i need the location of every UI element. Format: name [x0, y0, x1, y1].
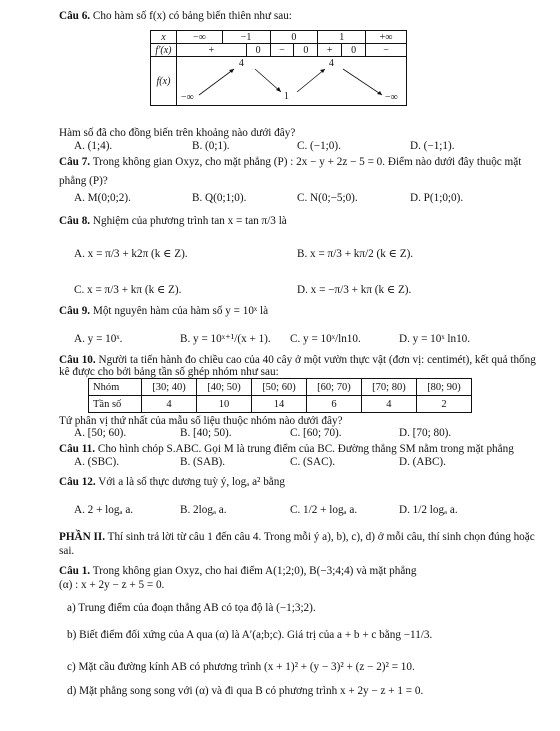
freq-count-cell: 14 — [251, 396, 306, 413]
vt-sign: 0 — [246, 44, 270, 57]
q7-prompt: Trong không gian Oxyz, cho mặt phẳng (P) : 2x − y + 2z − 5 = 0. Điểm nào dưới đây thuộc mặt — [92, 156, 522, 168]
freq-group-row — [89, 379, 472, 396]
q10-answer-d: D. [70; 80). — [399, 427, 452, 439]
q12-answer-d: D. 1/2 logₐ a. — [399, 504, 458, 516]
q9-prompt: Một nguyên hàm của hàm số y = 10ˣ là — [92, 305, 269, 317]
q12-answer-a: A. 2 + logₐ a. — [74, 504, 134, 516]
q8-answer-b: B. x = π/3 + kπ/2 (k ∈ Z). — [297, 248, 414, 260]
q12-label: Câu 12. — [59, 476, 96, 488]
p2q1-label: Câu 1. — [59, 565, 91, 577]
q8-answer-d: D. x = −π/3 + kπ (k ∈ Z). — [297, 284, 412, 296]
q8-label: Câu 8. — [59, 215, 91, 227]
vt-f-area — [176, 57, 406, 106]
vt-x-cell: 0 — [270, 31, 318, 44]
q7-answer-d: D. P(1;0;0). — [410, 192, 464, 204]
q9-answer-d: D. y = 10ˣ ln10. — [399, 333, 471, 345]
variation-f-row — [151, 57, 407, 106]
vt-f-head: f(x) — [151, 57, 177, 106]
q7-line1 — [59, 156, 521, 169]
part2-line2: sai. — [59, 545, 75, 557]
q6-prompt: Cho hàm số f(x) có bảng biến thiên như sau: — [92, 10, 292, 22]
vt-d-head: f′(x) — [151, 44, 177, 57]
vt-x-cell: −∞ — [176, 31, 222, 44]
q11-answer-b: B. (SAB). — [180, 456, 226, 468]
q6-answer-a: A. (1;4). — [74, 140, 113, 152]
q10-line2: kê được cho bởi bảng tần số ghép nhóm như sau: — [59, 366, 279, 378]
q12-prompt: Với a là số thực dương tuỳ ý, logₐ a² bằng — [98, 476, 285, 488]
q6-answer-b: B. (0;1). — [192, 140, 230, 152]
arrow-head — [377, 91, 382, 95]
q9-answer-a: A. y = 10ˣ. — [74, 333, 123, 345]
q10-label: Câu 10. — [59, 354, 96, 366]
freq-group-cell: [30; 40) — [142, 379, 197, 396]
vt-f-val: 1 — [283, 91, 289, 102]
q8-answer-a: A. x = π/3 + k2π (k ∈ Z). — [74, 248, 188, 260]
variation-arrows — [177, 57, 407, 105]
q7-answer-b: B. Q(0;1;0). — [192, 192, 247, 204]
freq-count-cell: 2 — [416, 396, 471, 413]
q10-answer-b: B. [40; 50). — [180, 427, 232, 439]
q12-line — [59, 476, 285, 489]
p2q1-statement-c: c) Mặt cầu đường kính AB có phương trình (x + 1)² + (y − 3)² + (z − 2)² = 10. — [67, 661, 415, 673]
q11-answer-d: D. (ABC). — [399, 456, 446, 468]
part2-instructions: Thí sinh trả lời từ câu 1 đến câu 4. Trong mỗi ý a), b), c), d) ở mỗi câu, thí sinh chọn đúng hoặc — [107, 531, 535, 543]
q9-label: Câu 9. — [59, 305, 91, 317]
q12-answer-c: C. 1/2 + logₐ a. — [290, 504, 358, 516]
q7-line2: phẳng (P)? — [59, 175, 108, 187]
vt-sign: − — [366, 44, 407, 57]
arrow-down-2 — [343, 69, 382, 95]
vt-x-head: x — [151, 31, 177, 44]
q6-text — [59, 10, 292, 23]
freq-head-count: Tần số — [89, 396, 142, 413]
q9-answer-c: C. y = 10ˣ/ln10. — [290, 333, 361, 345]
freq-count-cell: 4 — [361, 396, 416, 413]
p2q1-line2: (α) : x + 2y − z + 5 = 0. — [59, 579, 165, 591]
q11-line — [59, 443, 514, 456]
q11-label: Câu 11. — [59, 443, 96, 455]
freq-count-cell: 10 — [196, 396, 251, 413]
freq-group-cell: [50; 60) — [251, 379, 306, 396]
vt-f-val: 4 — [328, 58, 334, 69]
p2q1-statement-a: a) Trung điểm của đoạn thẳng AB có tọa độ là (−1;3;2). — [67, 602, 316, 614]
freq-head-group: Nhóm — [89, 379, 142, 396]
q8-prompt: Nghiệm của phương trình tan x = tan π/3 là — [92, 215, 287, 227]
freq-group-cell: [60; 70) — [306, 379, 361, 396]
q6-answer-d: D. (−1;1). — [410, 140, 455, 152]
freq-group-cell: [70; 80) — [361, 379, 416, 396]
vt-f-val: 4 — [238, 58, 244, 69]
q7-answer-c: C. N(0;−5;0). — [297, 192, 358, 204]
q8-line — [59, 215, 287, 228]
q6-question: Hàm số đã cho đồng biến trên khoảng nào dưới đây? — [59, 127, 296, 139]
freq-count-cell: 6 — [306, 396, 361, 413]
vt-x-cell: −1 — [222, 31, 270, 44]
freq-group-cell: [40; 50) — [196, 379, 251, 396]
q10-prompt: Người ta tiến hành đo chiều cao của 40 cây ở một vườn thực vật (đơn vị: centimét), kết quả thống — [98, 354, 536, 366]
q9-line — [59, 305, 268, 318]
q6-answer-c: C. (−1;0). — [297, 140, 341, 152]
q8-answer-c: C. x = π/3 + kπ (k ∈ Z). — [74, 284, 182, 296]
q11-prompt: Cho hình chóp S.ABC. Gọi M là trung điểm của BC. Đường thẳng SM nằm trong mặt phẳng — [97, 443, 514, 455]
q11-answer-a: A. (SBC). — [74, 456, 120, 468]
variation-x-row — [151, 31, 407, 44]
q9-answer-b: B. y = 10ˣ⁺¹/(x + 1). — [180, 333, 271, 345]
variation-derivative-row — [151, 44, 407, 57]
vt-sign: + — [176, 44, 246, 57]
p2q1-prompt: Trong không gian Oxyz, cho hai điểm A(1;2;0), B(−3;4;4) và mặt phẳng — [92, 565, 417, 577]
vt-f-val: −∞ — [180, 92, 194, 103]
q10-question: Tứ phân vị thứ nhất của mẫu số liệu thuộc nhóm nào dưới đây? — [59, 415, 343, 427]
part2-title: PHẦN II. — [59, 531, 105, 543]
vt-x-cell: 1 — [318, 31, 366, 44]
q7-label: Câu 7. — [59, 156, 91, 168]
freq-count-cell: 4 — [142, 396, 197, 413]
q7-answer-a: A. M(0;0;2). — [74, 192, 131, 204]
vt-f-val: −∞ — [384, 92, 398, 103]
vt-sign: − — [270, 44, 294, 57]
arrow-down-1 — [255, 69, 281, 92]
q6-label: Câu 6. — [59, 10, 91, 22]
frequency-table — [88, 378, 472, 413]
part2-line1 — [59, 531, 535, 544]
p2q1-line1 — [59, 565, 416, 578]
q12-answer-b: B. 2logₐ a. — [180, 504, 227, 516]
p2q1-statement-b: b) Biết điểm đối xứng của A qua (α) là A′(a;b;c). Giá trị của a + b + c bằng −11/3. — [67, 629, 433, 641]
vt-x-cell: +∞ — [366, 31, 407, 44]
variation-table — [150, 30, 407, 106]
q11-answer-c: C. (SAC). — [290, 456, 336, 468]
vt-sign: 0 — [294, 44, 318, 57]
vt-sign: + — [318, 44, 342, 57]
q10-answer-c: C. [60; 70). — [290, 427, 342, 439]
freq-group-cell: [80; 90) — [416, 379, 471, 396]
arrow-up-2 — [297, 69, 325, 92]
q10-answer-a: A. [50; 60). — [74, 427, 127, 439]
freq-count-row — [89, 396, 472, 413]
p2q1-statement-d: d) Mặt phẳng song song với (α) và đi qua B có phương trình x + 2y − z + 1 = 0. — [67, 685, 424, 697]
vt-sign: 0 — [342, 44, 366, 57]
arrow-up-1 — [199, 69, 234, 95]
